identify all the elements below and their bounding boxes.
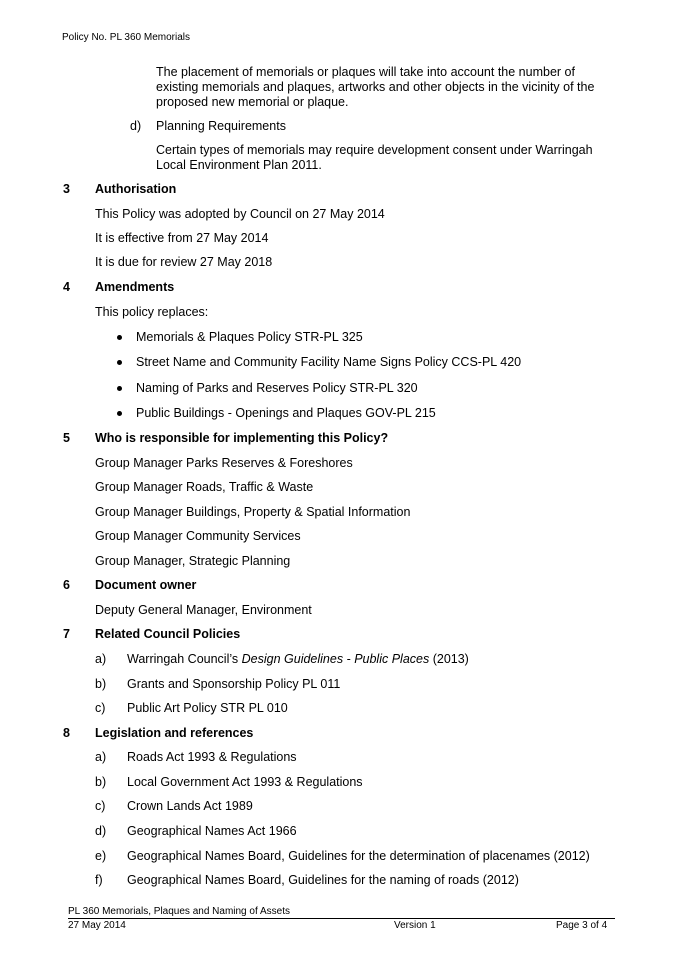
authorisation-effective: It is effective from 27 May 2014 — [95, 231, 269, 245]
legislation-marker: e) — [95, 849, 107, 863]
item-d-marker: d) — [130, 119, 142, 133]
bullet-icon — [117, 386, 122, 391]
planning-paragraph-line-1: Certain types of memorials may require development consent under Warringah — [156, 143, 593, 157]
section-3-number: 3 — [63, 182, 70, 196]
page-header: Policy No. PL 360 Memorials — [62, 32, 191, 43]
legislation-marker: d) — [95, 824, 107, 838]
section-5-number: 5 — [63, 431, 70, 445]
related-policy-marker: b) — [95, 677, 107, 691]
related-policy-marker: c) — [95, 701, 106, 715]
responsible-party: Group Manager Roads, Traffic & Waste — [95, 480, 314, 494]
replaced-policy-item: Memorials & Plaques Policy STR-PL 325 — [136, 330, 363, 344]
bullet-icon — [117, 360, 122, 365]
responsible-party: Group Manager Community Services — [95, 529, 301, 543]
amendments-intro: This policy replaces: — [95, 305, 209, 319]
item-d-label: Planning Requirements — [156, 119, 286, 133]
responsible-party: Group Manager Buildings, Property & Spatial Information — [95, 505, 411, 519]
related-policy-marker: a) — [95, 652, 107, 666]
footer-page-number: Page 3 of 4 — [556, 920, 608, 931]
legislation-item: Crown Lands Act 1989 — [127, 799, 253, 813]
legislation-marker: f) — [95, 873, 103, 887]
responsible-party: Group Manager Parks Reserves & Foreshores — [95, 456, 353, 470]
section-7-number: 7 — [63, 627, 70, 641]
section-7-title: Related Council Policies — [95, 627, 241, 641]
placement-paragraph-line-1: The placement of memorials or plaques will take into account the number of — [156, 65, 575, 79]
footer-divider — [68, 918, 615, 919]
responsible-party: Group Manager, Strategic Planning — [95, 554, 291, 568]
planning-paragraph-line-2: Local Environment Plan 2011. — [156, 158, 322, 172]
related-policy-prefix: Warringah Council’s — [127, 652, 242, 666]
section-8-title: Legislation and references — [95, 726, 254, 740]
section-5-title: Who is responsible for implementing this Policy? — [95, 431, 389, 445]
legislation-marker: b) — [95, 775, 107, 789]
section-4-title: Amendments — [95, 280, 175, 294]
legislation-item: Roads Act 1993 & Regulations — [127, 750, 297, 764]
section-6-number: 6 — [63, 578, 70, 592]
legislation-marker: c) — [95, 799, 106, 813]
replaced-policy-item: Street Name and Community Facility Name Signs Policy CCS-PL 420 — [136, 355, 522, 369]
section-8-number: 8 — [63, 726, 70, 740]
placement-paragraph-line-2: existing memorials and plaques, artworks and other objects in the vicinity of the — [156, 80, 595, 94]
replaced-policy-item: Naming of Parks and Reserves Policy STR-PL 320 — [136, 381, 418, 395]
authorisation-review: It is due for review 27 May 2018 — [95, 255, 273, 269]
footer-version: Version 1 — [394, 920, 436, 931]
legislation-item: Geographical Names Act 1966 — [127, 824, 297, 838]
bullet-icon — [117, 335, 122, 340]
legislation-item: Geographical Names Board, Guidelines for the determination of placenames (2012) — [127, 849, 590, 863]
related-policy-item — [127, 652, 469, 667]
legislation-marker: a) — [95, 750, 107, 764]
footer-date: 27 May 2014 — [68, 920, 126, 931]
authorisation-adopted: This Policy was adopted by Council on 27 May 2014 — [95, 207, 385, 221]
section-4-number: 4 — [63, 280, 70, 294]
related-policy-italic-title: Design Guidelines - Public Places — [241, 652, 430, 666]
replaced-policy-item: Public Buildings - Openings and Plaques GOV-PL 215 — [136, 406, 436, 420]
related-policy-item: Grants and Sponsorship Policy PL 011 — [127, 677, 341, 691]
section-3-title: Authorisation — [95, 182, 177, 196]
bullet-icon — [117, 411, 122, 416]
document-owner: Deputy General Manager, Environment — [95, 603, 312, 617]
section-6-title: Document owner — [95, 578, 197, 592]
related-policy-item: Public Art Policy STR PL 010 — [127, 701, 288, 715]
legislation-item: Local Government Act 1993 & Regulations — [127, 775, 363, 789]
legislation-item: Geographical Names Board, Guidelines for the naming of roads (2012) — [127, 873, 519, 887]
footer-document-title: PL 360 Memorials, Plaques and Naming of Assets — [68, 906, 290, 917]
placement-paragraph-line-3: proposed new memorial or plaque. — [156, 95, 349, 109]
related-policy-suffix: (2013) — [429, 652, 469, 666]
